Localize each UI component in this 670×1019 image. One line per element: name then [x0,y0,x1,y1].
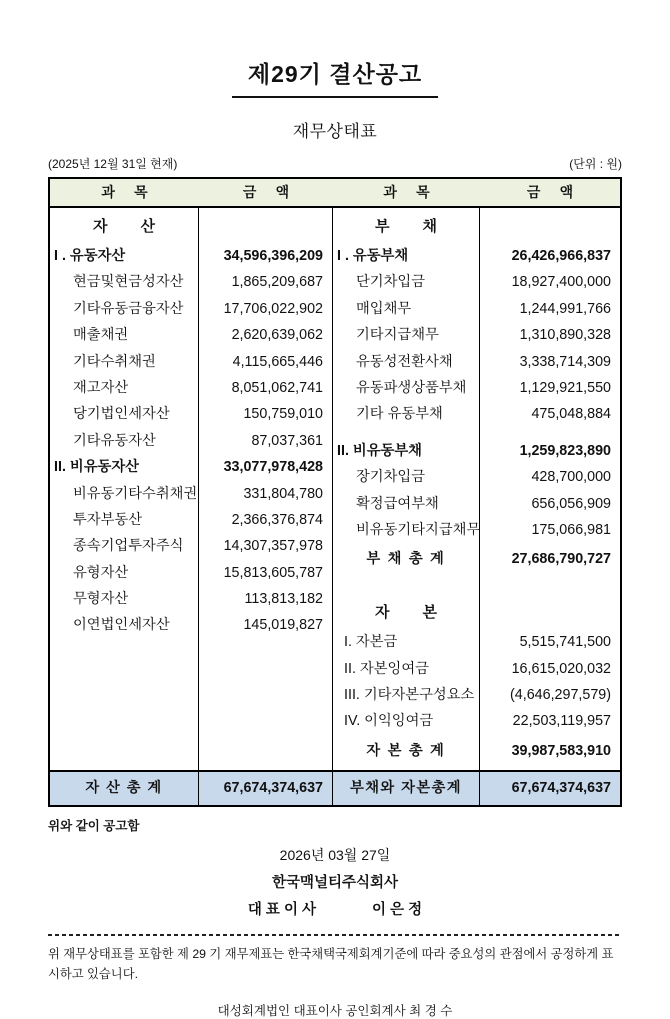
account-line: 비유동기타수취채권 [73,485,198,502]
column-header: 과 목 [101,184,156,200]
as-of-date: (2025년 12월 31일 현재) [48,157,178,171]
amount-line [480,428,620,438]
balance-sheet-table [48,177,622,807]
meta-row [48,155,622,172]
column-header: 금 액 [526,184,581,200]
account-line: IV. 이익잉여금 [344,713,434,730]
account-line: 매출채권 [73,327,129,344]
amount-line: 39,987,583,910 [511,742,611,759]
amount-line: 2,366,376,874 [231,511,323,528]
amount-line: 1,310,890,328 [519,327,611,344]
amount-line: 1,129,921,550 [519,379,611,396]
unit-note: (단위 : 원) [569,157,622,171]
amount-line: 2,620,639,062 [231,327,323,344]
dashed-separator [48,934,622,936]
amount-line: 428,700,000 [531,469,611,486]
account-line: 기타 유동부채 [356,406,443,423]
total-assets-value: 67,674,374,637 [199,772,333,805]
table-total-row [50,770,620,805]
amount-line: 150,759,010 [243,406,323,423]
account-line: I . 유동자산 [54,248,126,264]
amount-line: 331,804,780 [243,485,323,502]
account-line [333,428,479,438]
amount-line: 26,426,966,837 [511,248,611,264]
amount-line: 27,686,790,727 [511,551,611,568]
liabilities-account-column [333,208,480,770]
account-line: 장기차입금 [356,469,426,486]
amount-line: 34,596,396,209 [223,248,323,264]
statement-subtitle: 재무상태표 [292,122,378,141]
account-line: 매입채무 [356,300,412,317]
amount-line [480,576,620,596]
account-line: 자 본 총 계 [366,742,446,759]
account-line: 무형자산 [73,591,129,608]
total-assets-label: 자 산 총 계 [50,772,199,805]
total-liabilities-equity-label: 부채와 자본총계 [333,772,480,805]
amount-line [480,596,620,629]
amount-line: 175,066,981 [531,521,611,538]
amount-line: 22,503,119,957 [512,713,611,730]
account-line: 확정급여부채 [356,495,439,512]
announcement-note: 위와 같이 공고함 [48,819,140,833]
account-line: 기타지급채무 [356,327,439,344]
amount-line: 18,927,400,000 [511,274,611,291]
amount-line: 5,515,741,500 [519,634,611,651]
audit-basis-note: 위 재무상태표를 포함한 제 29 기 재무제표는 한국채택국제회계기준에 따라 중요성의 관점에서 공정하게 표시하고 있습니다. [48,947,614,981]
page-title: 제29기 결산공고 [232,56,438,98]
account-line: 단기차입금 [356,274,426,291]
account-line: 비유동기타지급채무 [356,521,481,538]
account-line [333,576,479,596]
ceo-title: 대 표 이 사 [247,902,317,918]
amount-line: 15,813,605,787 [223,564,323,581]
table-header-row [50,179,620,208]
account-line: 이연법인세자산 [73,617,170,634]
ceo-name: 이 은 정 [372,902,423,918]
account-line: 기타유동자산 [73,432,156,449]
assets-account-column [50,208,199,770]
account-line: 유형자산 [73,564,129,581]
account-line: 기타수취채권 [73,353,156,370]
amount-line: 33,077,978,428 [223,459,323,476]
amount-line [480,210,620,243]
account-line: 재고자산 [73,379,129,396]
account-line: 부 채 총 계 [366,551,446,568]
amount-line: 1,865,209,687 [231,274,323,291]
account-line: II. 비유동자산 [54,459,139,476]
amount-line: 145,019,827 [243,617,323,634]
account-line: II. 자본잉여금 [344,660,429,677]
account-line: 자산 [93,218,188,235]
auditor-signature: 대성회계법인 대표이사 공인회계사 최 경 수 [217,1004,453,1019]
announcement-date: 2026년 03월 27일 [279,847,391,863]
amount-line: 16,615,020,032 [511,660,611,677]
account-line: 유동성전환사채 [356,353,453,370]
account-line: 부채 [375,218,470,235]
account-line: 현금및현금성자산 [73,274,184,291]
liabilities-amount-column [480,208,620,770]
amount-line: 87,037,361 [251,432,323,449]
amount-line: 14,307,357,978 [223,538,323,555]
amount-line: 113,813,182 [244,591,323,608]
ceo-signature-line [0,898,670,919]
amount-line [199,210,332,243]
company-name: 한국맥널티주식회사 [271,875,399,891]
amount-line: 17,706,022,902 [223,300,323,317]
amount-line: 3,338,714,309 [519,353,611,370]
amount-line: 656,056,909 [531,495,611,512]
account-line: I. 자본금 [344,634,398,651]
title-block [0,0,670,98]
account-line: 종속기업투자주식 [73,538,184,555]
amount-line: (4,646,297,579) [510,687,611,704]
amount-line: 1,259,823,890 [519,442,611,459]
account-line: 기타유동금융자산 [73,300,184,317]
account-line: 유동파생상품부채 [356,379,467,396]
table-body [50,208,620,770]
account-line: 당기법인세자산 [73,406,170,423]
amount-line: 1,244,991,766 [519,300,611,317]
assets-amount-column [199,208,333,770]
account-line: 투자부동산 [73,511,143,528]
amount-line: 8,051,062,741 [231,379,323,396]
column-header: 금 액 [242,184,297,200]
total-liabilities-equity-value: 67,674,374,637 [511,780,611,796]
account-line: I . 유동부채 [337,248,409,264]
column-header: 과 목 [383,184,438,200]
account-line: II. 비유동부채 [337,442,422,459]
account-line: 자본 [375,604,470,622]
amount-line: 4,115,665,446 [232,353,323,370]
amount-line: 475,048,884 [531,406,611,423]
account-line: III. 기타자본구성요소 [344,687,475,704]
